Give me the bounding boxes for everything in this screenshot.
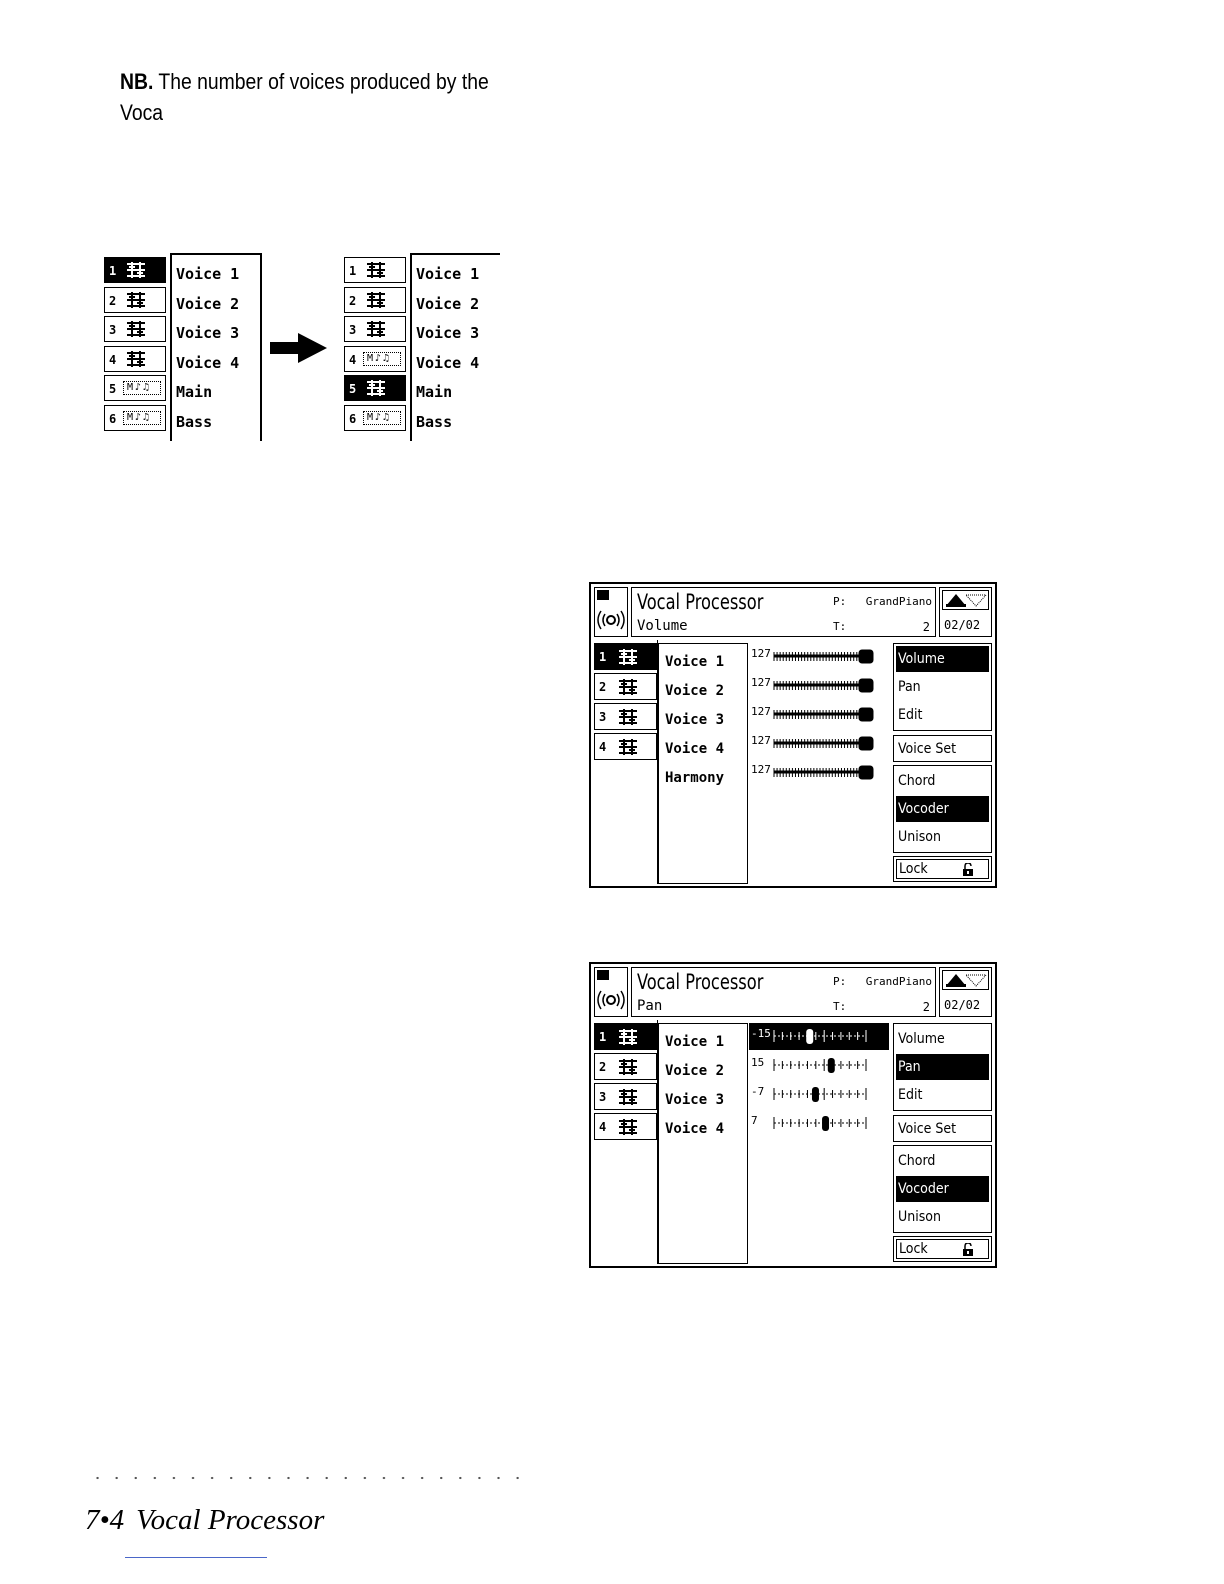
midi-icon: M♪♫	[363, 411, 401, 425]
transpose-value: 2	[922, 620, 930, 634]
harmony-icon	[125, 261, 147, 279]
slider-knob	[828, 1058, 835, 1073]
track-name: Main	[416, 383, 453, 401]
slider-row[interactable]	[749, 1081, 889, 1108]
padlock-open-icon	[962, 863, 974, 876]
performance-value: GrandPiano	[865, 975, 932, 988]
track-number: 3	[599, 1090, 607, 1104]
up-down-arrows-icon	[943, 971, 988, 989]
section-title: Vocal Processor	[136, 1504, 325, 1536]
track-name: Voice 3	[416, 324, 480, 342]
track-column-border	[591, 640, 658, 884]
footer-link-line	[125, 1557, 267, 1558]
mode-menu	[893, 1145, 992, 1233]
midi-icon: M♪♫	[363, 352, 401, 366]
slider-row[interactable]	[749, 1052, 889, 1079]
page-indicator: 02/02	[944, 998, 981, 1012]
track-button-1[interactable]	[104, 257, 166, 283]
track-number: 1	[599, 650, 607, 664]
track-number: 3	[109, 323, 117, 337]
track-names	[170, 253, 262, 441]
track-name: Voice 1	[416, 265, 480, 283]
screen-subtitle: Volume	[637, 618, 688, 634]
page-arrows-button[interactable]	[942, 590, 989, 610]
track-button-1[interactable]	[344, 257, 406, 283]
voice-name: Voice 2	[665, 683, 725, 699]
screen-subtitle: Pan	[637, 998, 663, 1014]
slider-value: 127	[751, 734, 771, 747]
track-column-border	[591, 1020, 658, 1264]
track-name: Bass	[176, 412, 213, 431]
mode-menu	[893, 765, 992, 853]
track-button-2[interactable]	[104, 287, 166, 313]
dotted-rule	[88, 1476, 528, 1480]
track-button-5[interactable]	[104, 375, 166, 401]
slider-value: -7	[751, 1085, 765, 1098]
screen-volume	[589, 582, 997, 888]
p-badge-icon	[597, 970, 609, 980]
track-button-4[interactable]	[344, 346, 406, 372]
transpose-value: 2	[922, 1000, 930, 1014]
slider-knob	[822, 1116, 829, 1131]
slider-value: -15	[751, 1027, 771, 1040]
voice-set-box	[893, 735, 992, 762]
voice-name: Voice 3	[665, 1092, 725, 1108]
microphone-waves-icon	[596, 606, 626, 634]
page-number: 7•4	[85, 1504, 125, 1536]
track-number: 2	[599, 1060, 607, 1074]
track-names	[410, 253, 500, 441]
menu-item-pan[interactable]: Pan	[898, 679, 921, 695]
track-number: 4	[109, 352, 117, 367]
track-name: Voice 4	[416, 353, 480, 372]
menu-item-volume[interactable]: Volume	[898, 1031, 945, 1047]
lock-box	[893, 856, 992, 882]
slider-row[interactable]	[749, 643, 889, 670]
harmony-icon	[365, 291, 387, 309]
slider-value: 7	[751, 1114, 758, 1127]
transpose-label: T:	[833, 620, 847, 633]
pan-slider-track[interactable]	[749, 1110, 889, 1137]
performance-value: GrandPiano	[865, 595, 932, 608]
mode-item-vocoder[interactable]: Vocoder	[896, 1176, 989, 1202]
harmony-icon	[365, 320, 387, 338]
up-down-arrows-icon	[943, 591, 988, 609]
slider-knob	[812, 1087, 819, 1102]
menu-item-edit[interactable]: Edit	[898, 1087, 923, 1103]
track-number: 3	[599, 710, 607, 724]
track-name: Voice 1	[176, 265, 240, 283]
nb-label: NB.	[120, 69, 154, 94]
track-button-3[interactable]	[344, 316, 406, 342]
track-number: 2	[599, 680, 607, 694]
mode-item-vocoder[interactable]: Vocoder	[896, 796, 989, 822]
transpose-label: T:	[833, 1000, 847, 1013]
track-name: Main	[176, 383, 213, 401]
screen-title: Vocal Processor	[637, 970, 764, 994]
track-number: 1	[109, 264, 117, 278]
track-name: Voice 4	[176, 353, 240, 372]
menu-item-volume[interactable]: Volume	[896, 646, 989, 672]
track-number: 1	[349, 264, 357, 278]
track-number: 6	[109, 411, 117, 426]
harmony-icon	[365, 379, 387, 397]
voice-name: Voice 1	[665, 654, 725, 670]
page-indicator: 02/02	[944, 618, 981, 632]
harmony-icon	[125, 291, 147, 309]
value-sliders	[749, 1023, 891, 1264]
slider-knob	[859, 708, 873, 721]
voice-set-button[interactable]: Voice Set	[898, 741, 957, 757]
voice-name: Harmony	[665, 770, 725, 786]
lock-box	[893, 1236, 992, 1262]
voice-name: Voice 4	[665, 1121, 725, 1137]
slider-value: 127	[751, 705, 771, 718]
track-name: Voice 2	[176, 294, 240, 313]
harmony-icon	[125, 320, 147, 338]
slider-row[interactable]	[749, 701, 889, 728]
track-number: 1	[599, 1030, 607, 1044]
slider-knob	[859, 737, 873, 750]
divider	[410, 253, 498, 255]
performance-label: P:	[833, 975, 847, 988]
nb-note	[120, 66, 490, 128]
screen-header	[631, 967, 936, 1017]
track-name: Voice 3	[176, 324, 240, 342]
voice-name: Voice 2	[665, 1063, 725, 1079]
mode-item-unison[interactable]: Unison	[898, 829, 941, 845]
parameter-menu	[893, 1023, 992, 1111]
performance-label: P:	[833, 595, 847, 608]
page-navigator	[939, 967, 992, 1017]
parameter-menu	[893, 643, 992, 731]
midi-icon: M♪♫	[123, 411, 161, 425]
mode-item-unison[interactable]: Unison	[898, 1209, 941, 1225]
value-sliders	[749, 643, 891, 884]
page-navigator	[939, 587, 992, 637]
slider-row[interactable]	[749, 1023, 889, 1050]
harmony-icon	[125, 350, 147, 368]
screen-pan	[589, 962, 997, 1268]
slider-row[interactable]	[749, 672, 889, 699]
track-button-3[interactable]	[104, 316, 166, 342]
track-number: 2	[349, 293, 357, 308]
track-button-5[interactable]	[344, 375, 406, 401]
voice-set-button[interactable]: Voice Set	[898, 1121, 957, 1137]
slider-knob	[859, 679, 873, 692]
lock-button[interactable]	[896, 859, 989, 879]
track-name: Voice 2	[416, 294, 480, 313]
harmony-icon	[365, 261, 387, 279]
voice-name: Voice 3	[665, 712, 725, 728]
track-number: 6	[349, 411, 357, 426]
microphone-waves-icon	[596, 986, 626, 1014]
lock-label: Lock	[899, 861, 928, 877]
screen-title: Vocal Processor	[637, 590, 764, 614]
slider-value: 15	[751, 1056, 765, 1069]
slider-value: 127	[751, 763, 771, 776]
padlock-open-icon	[962, 1243, 974, 1256]
menu-item-edit[interactable]: Edit	[898, 707, 923, 723]
menu-item-pan[interactable]: Pan	[896, 1054, 989, 1080]
pan-slider-track[interactable]	[749, 1081, 889, 1108]
slider-row[interactable]	[749, 1110, 889, 1137]
mode-item-chord[interactable]: Chord	[898, 1153, 936, 1169]
slider-row[interactable]	[749, 759, 889, 786]
nb-text: The number of voices produced by the Voca	[120, 69, 489, 125]
slider-knob	[859, 650, 873, 663]
track-number: 5	[349, 382, 357, 396]
pan-slider-track[interactable]	[749, 1052, 889, 1079]
track-button-4[interactable]	[104, 346, 166, 372]
lock-label: Lock	[899, 1241, 928, 1257]
mode-item-chord[interactable]: Chord	[898, 773, 936, 789]
p-badge-icon	[597, 590, 609, 600]
slider-knob	[859, 766, 873, 779]
voice-name: Voice 1	[665, 1034, 725, 1050]
right-arrow-icon	[270, 333, 328, 363]
track-number: 4	[349, 352, 357, 367]
track-number: 3	[349, 323, 357, 337]
track-number: 2	[109, 293, 117, 308]
track-number: 4	[599, 1120, 607, 1134]
track-button-6[interactable]	[104, 405, 166, 431]
slider-knob	[806, 1029, 813, 1044]
slider-row[interactable]	[749, 730, 889, 757]
track-name: Bass	[416, 412, 453, 431]
slider-value: 127	[751, 676, 771, 689]
program-indicator	[594, 967, 628, 1017]
lock-button[interactable]	[896, 1239, 989, 1259]
voice-name: Voice 4	[665, 741, 725, 757]
midi-icon: M♪♫	[123, 381, 161, 395]
track-button-6[interactable]	[344, 405, 406, 431]
track-number: 4	[599, 740, 607, 754]
voice-names	[658, 1023, 748, 1264]
track-button-2[interactable]	[344, 287, 406, 313]
voice-set-box	[893, 1115, 992, 1142]
screen-header	[631, 587, 936, 637]
page-footer	[85, 1504, 324, 1537]
voice-names	[658, 643, 748, 884]
page-arrows-button[interactable]	[942, 970, 989, 990]
slider-value: 127	[751, 647, 771, 660]
track-number: 5	[109, 382, 117, 396]
program-indicator	[594, 587, 628, 637]
